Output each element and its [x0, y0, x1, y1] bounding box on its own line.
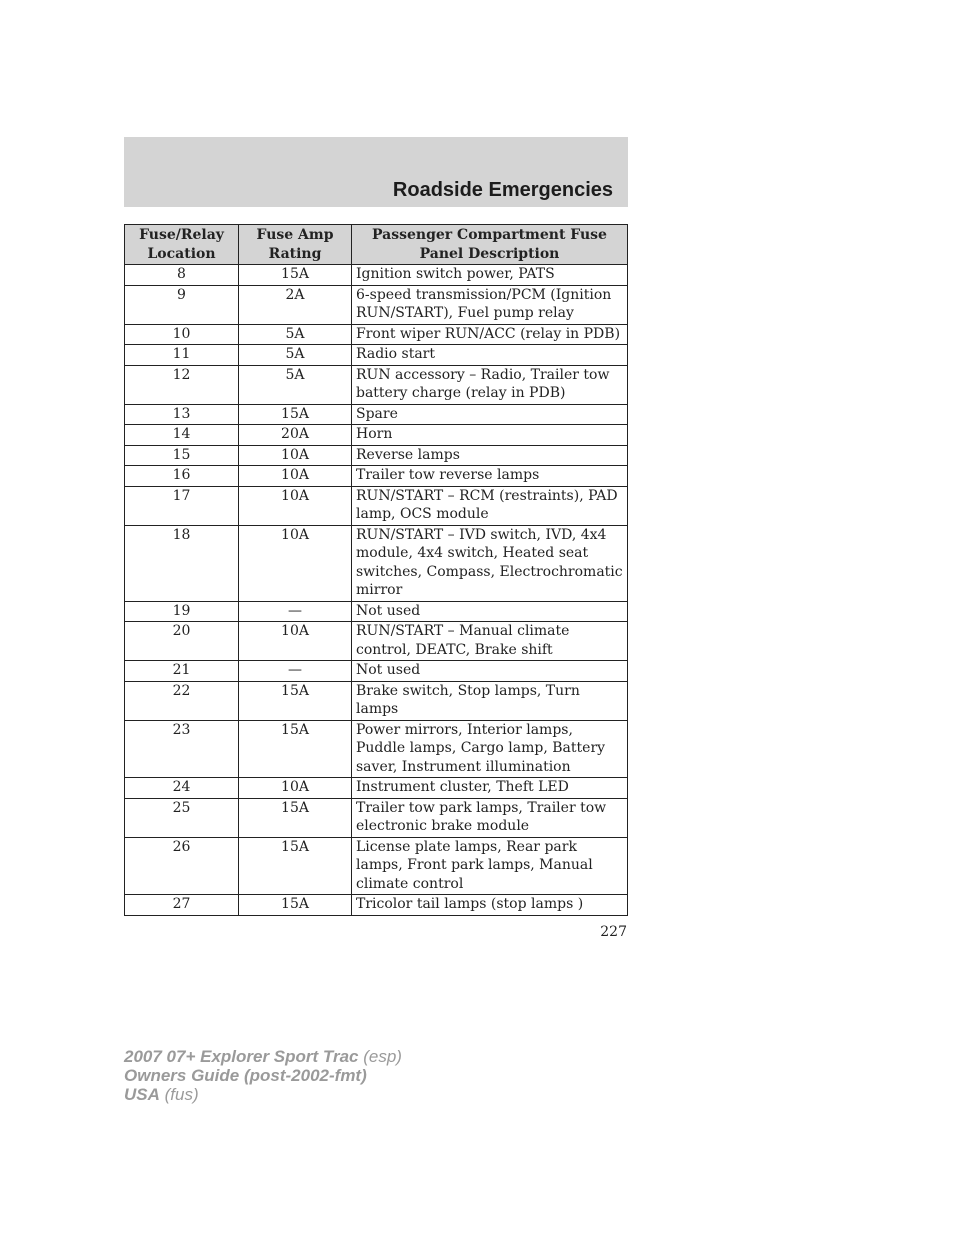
table-row — [125, 404, 628, 425]
fuse-rating: 15A — [239, 681, 352, 720]
fuse-rating: 10A — [239, 445, 352, 466]
fuse-rating: 15A — [239, 895, 352, 916]
fuse-location: 25 — [125, 798, 239, 837]
footer-line-market — [124, 1085, 402, 1104]
table-header-row — [125, 225, 628, 265]
fuse-description: 6-speed transmission/PCM (Ignition RUN/START), Fuel pump relay — [352, 285, 628, 324]
table-row — [125, 285, 628, 324]
column-header-rating: Fuse Amp Rating — [239, 225, 352, 265]
fuse-location: 18 — [125, 525, 239, 601]
fuse-rating: 10A — [239, 486, 352, 525]
table-row — [125, 778, 628, 799]
fuse-location: 13 — [125, 404, 239, 425]
table-row — [125, 622, 628, 661]
fuse-description: RUN accessory – Radio, Trailer tow battery charge (relay in PDB) — [352, 365, 628, 404]
fuse-description: RUN/START – IVD switch, IVD, 4x4 module, 4x4 switch, Heated seat switches, Compass, Electrochromatic mirror — [352, 525, 628, 601]
fuse-rating: 5A — [239, 345, 352, 366]
fuse-location: 24 — [125, 778, 239, 799]
fuse-rating: 10A — [239, 525, 352, 601]
table-row — [125, 365, 628, 404]
page-number: 227 — [600, 924, 627, 940]
fuse-rating: 15A — [239, 720, 352, 778]
column-header-description: Passenger Compartment Fuse Panel Description — [352, 225, 628, 265]
footer-market: USA — [124, 1085, 160, 1104]
fuse-location: 15 — [125, 445, 239, 466]
fuse-description: RUN/START – Manual climate control, DEATC, Brake shift — [352, 622, 628, 661]
fuse-location: 27 — [125, 895, 239, 916]
fuse-description: Brake switch, Stop lamps, Turn lamps — [352, 681, 628, 720]
table-row — [125, 525, 628, 601]
table-row — [125, 720, 628, 778]
fuse-location: 22 — [125, 681, 239, 720]
section-title: Roadside Emergencies — [392, 179, 613, 201]
table-row — [125, 324, 628, 345]
fuse-description: Not used — [352, 601, 628, 622]
table-row — [125, 345, 628, 366]
footer-model-code: (esp) — [358, 1047, 402, 1066]
fuse-rating: 10A — [239, 466, 352, 487]
fuse-location: 9 — [125, 285, 239, 324]
fuse-description: Spare — [352, 404, 628, 425]
fuse-description: Tricolor tail lamps (stop lamps ) — [352, 895, 628, 916]
fuse-rating: 2A — [239, 285, 352, 324]
fuse-rating: 20A — [239, 425, 352, 446]
table-row — [125, 486, 628, 525]
fuse-description: Trailer tow park lamps, Trailer tow electronic brake module — [352, 798, 628, 837]
column-header-location: Fuse/Relay Location — [125, 225, 239, 265]
fuse-rating: 5A — [239, 324, 352, 345]
table-row — [125, 681, 628, 720]
table-row — [125, 895, 628, 916]
fuse-location: 26 — [125, 837, 239, 895]
fuse-rating: 5A — [239, 365, 352, 404]
fuse-description: Power mirrors, Interior lamps, Puddle lamps, Cargo lamp, Battery saver, Instrument illumination — [352, 720, 628, 778]
fuse-location: 17 — [125, 486, 239, 525]
table-row — [125, 466, 628, 487]
fuse-description: Ignition switch power, PATS — [352, 265, 628, 286]
footer-line-model — [124, 1047, 402, 1066]
section-header-band — [124, 137, 628, 207]
fuse-description: Horn — [352, 425, 628, 446]
fuse-description: Reverse lamps — [352, 445, 628, 466]
fuse-rating: 10A — [239, 622, 352, 661]
fuse-description: Trailer tow reverse lamps — [352, 466, 628, 487]
table-row — [125, 601, 628, 622]
fuse-rating: 15A — [239, 837, 352, 895]
table-row — [125, 425, 628, 446]
footer-line-guide — [124, 1066, 402, 1085]
fuse-location: 23 — [125, 720, 239, 778]
fuse-rating: 15A — [239, 404, 352, 425]
fuse-description: Not used — [352, 661, 628, 682]
fuse-rating: 15A — [239, 265, 352, 286]
fuse-location: 21 — [125, 661, 239, 682]
fuse-description: Radio start — [352, 345, 628, 366]
fuse-location: 10 — [125, 324, 239, 345]
footer-guide: Owners Guide (post-2002-fmt) — [124, 1066, 367, 1085]
fuse-location: 19 — [125, 601, 239, 622]
table-row — [125, 798, 628, 837]
fuse-location: 20 — [125, 622, 239, 661]
fuse-description: Instrument cluster, Theft LED — [352, 778, 628, 799]
fuse-location: 16 — [125, 466, 239, 487]
document-footer — [124, 1047, 402, 1104]
fuse-location: 8 — [125, 265, 239, 286]
fuse-description: Front wiper RUN/ACC (relay in PDB) — [352, 324, 628, 345]
table-row — [125, 445, 628, 466]
fuse-rating: 15A — [239, 798, 352, 837]
fuse-location: 14 — [125, 425, 239, 446]
fuse-rating: — — [239, 601, 352, 622]
table-row — [125, 837, 628, 895]
fuse-location: 11 — [125, 345, 239, 366]
table-row — [125, 265, 628, 286]
fuse-rating: 10A — [239, 778, 352, 799]
table-row — [125, 661, 628, 682]
fuse-table — [124, 224, 628, 916]
fuse-description: License plate lamps, Rear park lamps, Front park lamps, Manual climate control — [352, 837, 628, 895]
footer-market-code: (fus) — [159, 1085, 199, 1104]
footer-model: 2007 07+ Explorer Sport Trac — [124, 1047, 359, 1066]
fuse-rating: — — [239, 661, 352, 682]
fuse-description: RUN/START – RCM (restraints), PAD lamp, OCS module — [352, 486, 628, 525]
fuse-location: 12 — [125, 365, 239, 404]
